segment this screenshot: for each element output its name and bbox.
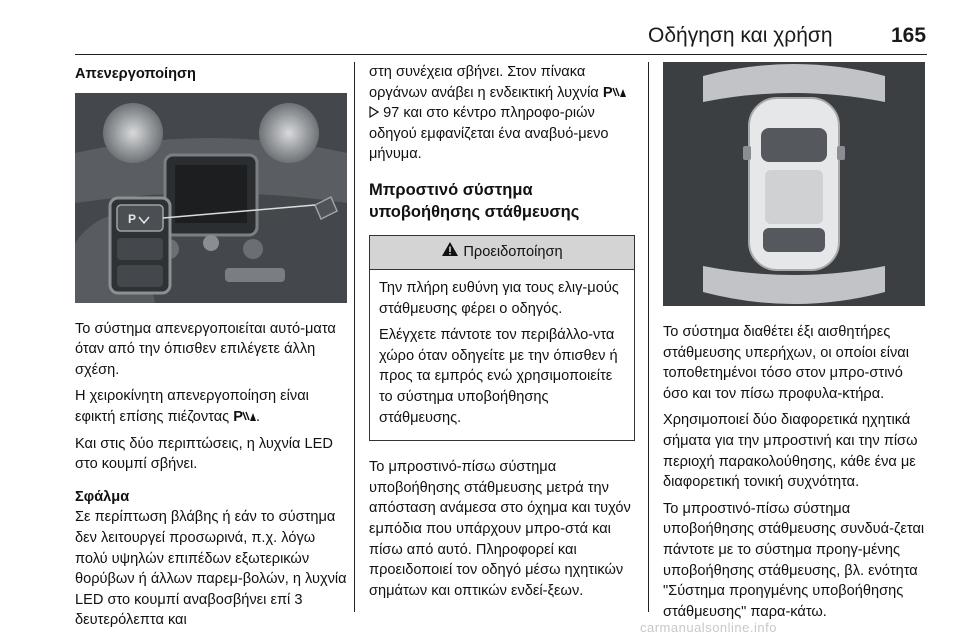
error-heading: Σφάλμα [75,488,130,505]
paragraph: Το μπροστινό-πίσω σύστημα υποβοήθησης στάθμευσης συνδυά-ζεται πάντοτε με το σύστημα προηγ-μένης υποβοήθησης στάθμευσης, βλ. ενότητα "Σύστημα προηγμένης υποβοήθησης στάθμευσης" παρα-κάτω. [663,500,925,620]
paragraph: Σε περίπτωση βλάβης ή εάν το σύστημα δεν λειτουργεί προσωρινά, π.χ. λόγω πολύ υψηλών επιπέδων εξωτερικών θορύβων ή άλλων παρεμ-βολών, η λυχνία LED στο κουμπί αναβοσβήνει επί 3 δευτερόλεπτα και [75,509,347,629]
dashboard-illustration [75,93,347,303]
park-assist-symbol-letter: P [233,408,242,425]
section-heading: Μπροστινό σύστημα υποβοήθησης στάθμευσης [369,180,580,221]
running-title: Οδήγηση και χρήση [648,24,833,47]
section-heading: Απενεργοποίηση [75,66,196,82]
car-sensor-diagram [663,62,925,306]
paragraph: Το σύστημα απενεργοποιείται αυτό-ματα όταν από την όπισθεν επιλέγετε άλλη σχέση. [75,320,336,378]
park-assist-symbol-icon [603,83,626,104]
paragraph-text: και στο κέντρο πληροφο-ριών οδηγού εμφανίζεται ένα αναβυό-μενο μήνυμα. [369,105,609,163]
svg-text:P: P [128,211,137,226]
watermark: carmanualsonline.info [640,620,777,635]
warning-triangle-icon [441,241,459,264]
paragraph [369,62,635,165]
paragraph [75,386,347,427]
paragraph-text: Η χειροκίνητη απενεργοποίηση είναι εφικτή επίσης πιέζοντας [75,388,309,425]
dashboard-button-illustration [75,93,347,303]
page-header [0,0,960,56]
warning-text: Την πλήρη ευθύνη για τους ελιγ-μούς στάθμευσης φέρει ο οδηγός. [379,279,619,317]
page-reference[interactable]: 97 [383,105,400,122]
column-divider [648,62,649,612]
page-reference-icon [369,105,379,121]
column-2 [369,62,635,607]
warning-body [370,270,634,440]
car-sensor-illustration [663,62,925,306]
column-3 [663,62,925,628]
park-assist-symbol-icon [233,407,256,428]
header-rule [75,54,927,55]
paragraph-text: στη συνέχεια σβήνει. Στον πίνακα οργάνων ανάβει η ενδεικτική λυχνία [369,64,603,101]
page-number: 165 [891,24,927,47]
paragraph: Και στις δύο περιπτώσεις, η λυχνία LED στο κουμπί σβήνει. [75,435,333,473]
column-1 [75,62,347,637]
warning-text: Ελέγχετε πάντοτε τον περιβάλλο-ντα χώρο όταν οδηγείτε με την όπισθεν ή προς τα εμπρός ενώ χρησιμοποιείτε το σύστημα υποβοήθησης στάθμευσης. [379,327,618,426]
paragraph-text: . [255,408,261,425]
paragraph: Το σύστημα διαθέτει έξι αισθητήρες στάθμευσης υπερήχων, οι οποίοι είναι τοποθετημένοι τόσο στον μπρο-στινό όσο και τον πίσω προφυλα-κτήρα. [663,324,909,402]
park-assist-symbol-letter: P [602,84,612,101]
warning-title: Προειδοποίηση [463,244,563,261]
warning-header [370,236,634,270]
paragraph: Το μπροστινό-πίσω σύστημα υποβοήθησης στάθμευσης μετρά την απόσταση ανάμεσα στο όχημα και τυχόν εμπόδια που υπάρχουν μπρο-στά και πίσω από αυτό. Πληροφορεί και προειδοποιεί τον οδηγό μέσω ηχητικών σημάτων και οπτικών ενδεί-ξεων. [369,459,631,599]
warning-box [369,235,635,441]
column-divider [354,62,355,612]
paragraph: Χρησιμοποιεί δύο διαφορετικά ηχητικά σήματα για την μπροστινή και την πίσω περιοχή παρακολούθησης, κάθε ένα με διαφορετική τονική συχνότητα. [663,412,918,491]
